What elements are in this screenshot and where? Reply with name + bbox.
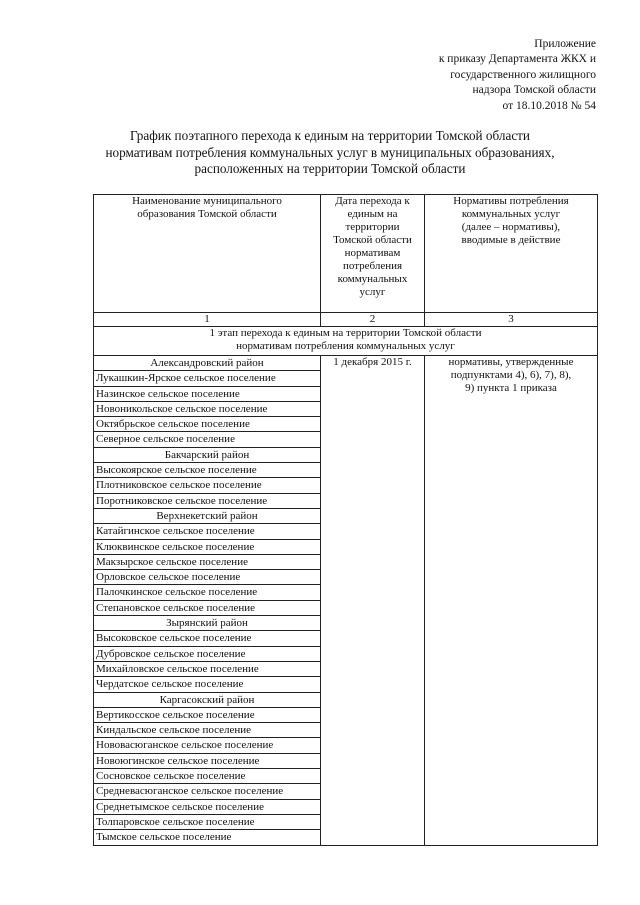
district-name: Бакчарский район <box>94 447 321 462</box>
district-name: Зырянский район <box>94 616 321 631</box>
header-municipality <box>94 195 321 313</box>
header-line: образования Томской области <box>137 208 277 220</box>
district-name: Каргасокский район <box>94 692 321 707</box>
settlement-name: Тымское сельское поселение <box>94 830 321 845</box>
column-number: 3 <box>425 313 598 327</box>
transition-date: 1 декабря 2015 г. <box>321 356 425 846</box>
settlement-name: Нововасюганское сельское поселение <box>94 738 321 753</box>
settlement-name: Михайловское сельское поселение <box>94 661 321 676</box>
title-line: нормативам потребления коммунальных услуг в муниципальных образованиях, <box>105 144 555 160</box>
settlement-name: Плотниковское сельское поселение <box>94 478 321 493</box>
column-number: 1 <box>94 313 321 327</box>
settlement-name: Поротниковское сельское поселение <box>94 493 321 508</box>
header-line: территории <box>345 221 400 233</box>
district-row <box>94 356 598 371</box>
settlement-name: Орловское сельское поселение <box>94 570 321 585</box>
settlement-name: Лукашкин-Ярское сельское поселение <box>94 371 321 386</box>
stage-row <box>94 327 598 356</box>
norms-line: нормативы, утвержденные <box>448 356 574 368</box>
norms-line: 9) пункта 1 приказа <box>465 382 557 394</box>
header-line: коммунальных <box>337 273 408 285</box>
appendix-block <box>356 37 596 114</box>
document-title <box>60 128 600 178</box>
title-line: расположенных на территории Томской области <box>194 161 466 176</box>
settlement-name: Средневасюганское сельское поселение <box>94 784 321 799</box>
header-line: Дата перехода к <box>335 195 410 207</box>
stage-title-line: 1 этап перехода к единым на территории Томской области <box>209 327 482 339</box>
title-line: График поэтапного перехода к единым на территории Томской области <box>130 128 530 143</box>
district-name: Александровский район <box>94 356 321 371</box>
appendix-line: к приказу Департамента ЖКХ и <box>438 53 596 66</box>
settlement-name: Клюквинское сельское поселение <box>94 539 321 554</box>
settlement-name: Северное сельское поселение <box>94 432 321 447</box>
stage-title <box>94 327 598 356</box>
header-line: (далее – нормативы), <box>461 221 561 233</box>
header-line: нормативам <box>344 247 401 259</box>
appendix-line: Приложение <box>534 38 596 50</box>
settlement-name: Степановское сельское поселение <box>94 600 321 615</box>
header-line: Томской области <box>333 234 412 246</box>
settlement-name: Вертикосское сельское поселение <box>94 707 321 722</box>
settlement-name: Среднетымское сельское поселение <box>94 799 321 814</box>
column-number: 2 <box>321 313 425 327</box>
settlement-name: Палочкинское сельское поселение <box>94 585 321 600</box>
settlement-name: Назинское сельское поселение <box>94 386 321 401</box>
settlement-name: Катайгинское сельское поселение <box>94 524 321 539</box>
settlement-name: Макзырское сельское поселение <box>94 554 321 569</box>
settlement-name: Сосновское сельское поселение <box>94 769 321 784</box>
header-line: Наименование муниципального <box>132 195 282 207</box>
header-transition-date <box>321 195 425 313</box>
settlement-name: Чердатское сельское поселение <box>94 677 321 692</box>
header-line: услуг <box>359 286 386 298</box>
settlement-name: Дубровское сельское поселение <box>94 646 321 661</box>
header-line: единым на <box>347 208 398 220</box>
settlement-name: Новоникольское сельское поселение <box>94 401 321 416</box>
settlement-name: Киндальское сельское поселение <box>94 723 321 738</box>
transition-schedule-table <box>93 194 598 846</box>
norms-line: подпунктами 4), 6), 7), 8), <box>450 369 572 381</box>
district-name: Верхнекетский район <box>94 508 321 523</box>
settlement-name: Толпаровское сельское поселение <box>94 814 321 829</box>
header-row <box>94 195 598 313</box>
appendix-line: надзора Томской области <box>472 84 596 97</box>
header-line: коммунальных услуг <box>461 208 561 220</box>
stage-title-line: нормативам потребления коммунальных услуг <box>236 340 455 352</box>
header-line: Нормативы потребления <box>453 195 569 207</box>
header-line: вводимые в действие <box>461 234 561 246</box>
norms-description <box>425 356 598 846</box>
header-norms <box>425 195 598 313</box>
settlement-name: Октябрьское сельское поселение <box>94 417 321 432</box>
appendix-line: государственного жилищного <box>450 68 596 81</box>
column-numbers-row <box>94 313 598 327</box>
settlement-name: Высокоярское сельское поселение <box>94 463 321 478</box>
header-line: потребления <box>342 260 403 272</box>
settlement-name: Новоюгинское сельское поселение <box>94 753 321 768</box>
appendix-line: от 18.10.2018 № 54 <box>502 99 596 112</box>
settlement-name: Высоковское сельское поселение <box>94 631 321 646</box>
